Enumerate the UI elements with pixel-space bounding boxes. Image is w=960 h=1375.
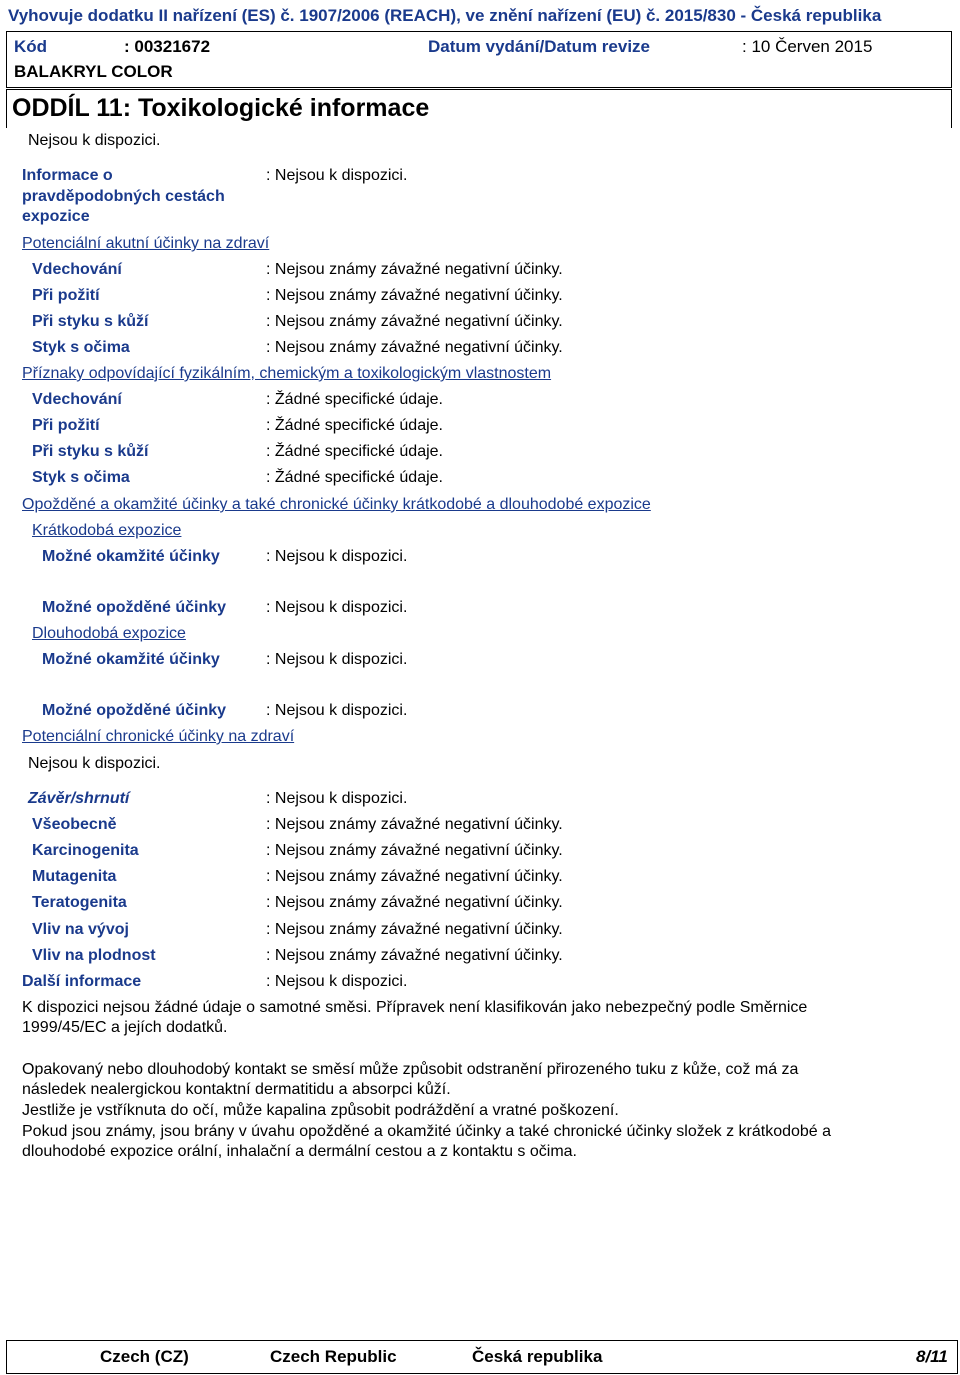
footer-country: Czech Republic [270, 1347, 397, 1366]
delayed-effects-heading: Opožděné a okamžité účinky a také chronické účinky krátkodobé a dlouhodobé expozice [22, 496, 651, 513]
paragraph-4-line-1: Pokud jsou známy, jsou brány v úvahu opožděné a okamžité účinky a také chronické účinky složek z krátkodobé a [22, 1123, 832, 1140]
other-info-value: : Nejsou k dispozici. [266, 973, 408, 990]
acute-skin-label: Při styku s kůží [32, 313, 149, 330]
section-intro: Nejsou k dispozici. [28, 132, 161, 149]
paragraph-2-line-2: následek nealergickou kontaktní dermatitidu a absorpci kůží. [22, 1081, 451, 1098]
summary-label: Závěr/shrnutí [28, 790, 130, 807]
acute-inhalation-label: Vdechování [32, 261, 122, 278]
footer-country-local: Česká republika [472, 1347, 603, 1366]
product-name: BALAKRYL COLOR [14, 62, 173, 81]
long-term-immediate-label: Možné okamžité účinky [42, 651, 220, 668]
acute-inhalation-value: : Nejsou známy závažné negativní účinky. [266, 261, 563, 278]
long-term-delayed-value: : Nejsou k dispozici. [266, 702, 408, 719]
footer-language: Czech (CZ) [100, 1347, 189, 1366]
developmental-value: : Nejsou známy závažné negativní účinky. [266, 921, 563, 938]
short-term-delayed-label: Možné opožděné účinky [42, 599, 227, 616]
section-title: ODDÍL 11: Toxikologické informace [12, 94, 430, 122]
footer-page-number: 8/11 [916, 1347, 948, 1366]
acute-ingestion-label: Při požití [32, 287, 100, 304]
date-label: Datum vydání/Datum revize [428, 37, 651, 56]
chronic-effects-heading: Potenciální chronické účinky na zdraví [22, 728, 295, 745]
carcinogenicity-value: : Nejsou známy závažné negativní účinky. [266, 842, 563, 859]
acute-eye-label: Styk s očima [32, 339, 130, 356]
symptoms-ingestion-label: Při požití [32, 417, 100, 434]
long-term-immediate-value: : Nejsou k dispozici. [266, 651, 408, 668]
mutagenicity-value: : Nejsou známy závažné negativní účinky. [266, 868, 563, 885]
code-value: : 00321672 [124, 37, 211, 56]
short-term-heading: Krátkodobá expozice [32, 522, 182, 539]
short-term-delayed-value: : Nejsou k dispozici. [266, 599, 408, 616]
teratogenicity-label: Teratogenita [32, 894, 127, 911]
symptoms-inhalation-value: : Žádné specifické údaje. [266, 391, 443, 408]
short-term-immediate-label: Možné okamžité účinky [42, 548, 220, 565]
exposure-routes-label-line3: expozice [22, 208, 90, 225]
symptoms-inhalation-label: Vdechování [32, 391, 122, 408]
code-label: Kód [14, 37, 48, 56]
paragraph-1-line-2: 1999/45/EC a jejích dodatků. [22, 1019, 228, 1036]
long-term-delayed-label: Možné opožděné účinky [42, 702, 227, 719]
paragraph-4-line-2: dlouhodobé expozice orální, inhalační a dermální cestou a z kontaktu s očima. [22, 1143, 577, 1160]
summary-value: : Nejsou k dispozici. [266, 790, 408, 807]
teratogenicity-value: : Nejsou známy závažné negativní účinky. [266, 894, 563, 911]
exposure-routes-value: : Nejsou k dispozici. [266, 167, 408, 184]
symptoms-heading: Příznaky odpovídající fyzikálním, chemickým a toxikologickým vlastnostem [22, 365, 552, 382]
mutagenicity-label: Mutagenita [32, 868, 117, 885]
paragraph-3: Jestliže je vstříknuta do očí, může kapalina způsobit podráždění a vratné poškození. [22, 1102, 619, 1119]
fertility-label: Vliv na plodnost [32, 947, 156, 964]
general-label: Všeobecně [32, 816, 117, 833]
symptoms-skin-value: : Žádné specifické údaje. [266, 443, 443, 460]
date-value: : 10 Červen 2015 [742, 37, 873, 56]
symptoms-eye-value: : Žádné specifické údaje. [266, 469, 443, 486]
chronic-intro: Nejsou k dispozici. [28, 755, 161, 772]
symptoms-skin-label: Při styku s kůží [32, 443, 149, 460]
paragraph-1-line-1: K dispozici nejsou žádné údaje o samotné směsi. Přípravek není klasifikován jako nebezpečný podle Směrnice [22, 999, 808, 1016]
document-header-title: Vyhovuje dodatku II nařízení (ES) č. 1907/2006 (REACH), ve znění nařízení (EU) č. 2015/830 - Česká republika [8, 6, 882, 25]
exposure-routes-label-line2: pravděpodobných cestách [22, 188, 225, 205]
exposure-routes-label-line1: Informace o [22, 167, 113, 184]
general-value: : Nejsou známy závažné negativní účinky. [266, 816, 563, 833]
acute-ingestion-value: : Nejsou známy závažné negativní účinky. [266, 287, 563, 304]
fertility-value: : Nejsou známy závažné negativní účinky. [266, 947, 563, 964]
paragraph-2-line-1: Opakovaný nebo dlouhodobý kontakt se směsí může způsobit odstranění přirozeného tuku z kůže, což má za [22, 1061, 799, 1078]
developmental-label: Vliv na vývoj [32, 921, 129, 938]
symptoms-eye-label: Styk s očima [32, 469, 130, 486]
short-term-immediate-value: : Nejsou k dispozici. [266, 548, 408, 565]
acute-skin-value: : Nejsou známy závažné negativní účinky. [266, 313, 563, 330]
long-term-heading: Dlouhodobá expozice [32, 625, 186, 642]
other-info-label: Další informace [22, 973, 142, 990]
acute-effects-heading: Potenciální akutní účinky na zdraví [22, 235, 270, 252]
acute-eye-value: : Nejsou známy závažné negativní účinky. [266, 339, 563, 356]
symptoms-ingestion-value: : Žádné specifické údaje. [266, 417, 443, 434]
carcinogenicity-label: Karcinogenita [32, 842, 139, 859]
